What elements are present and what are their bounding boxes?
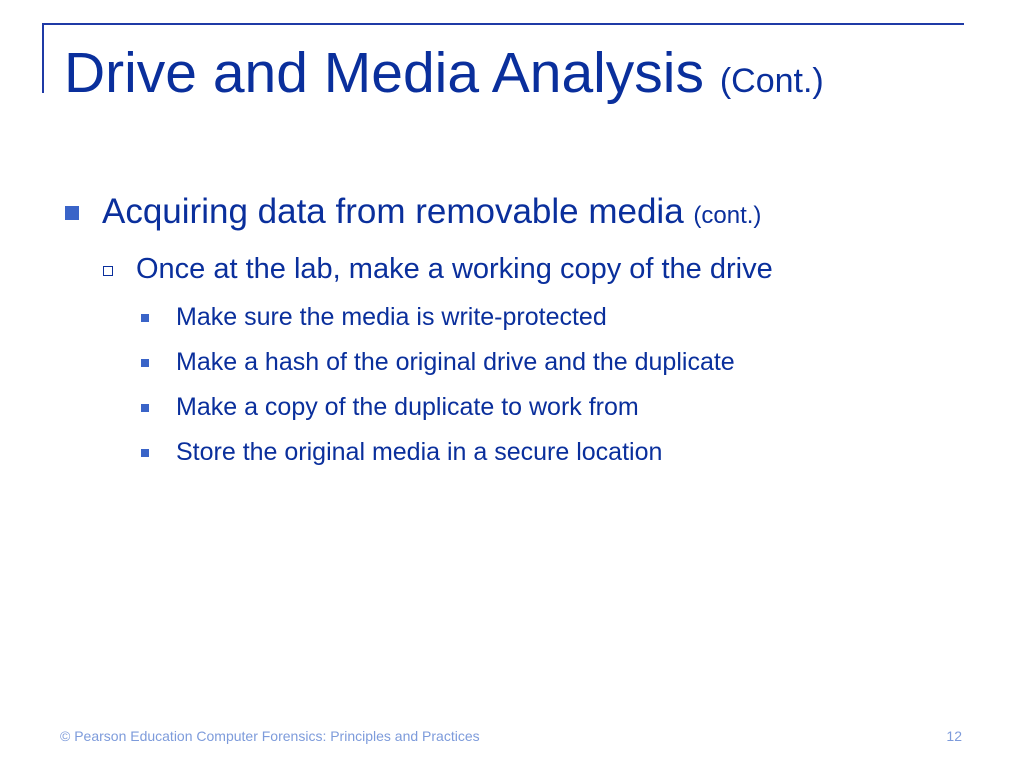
title-top-rule	[42, 23, 964, 25]
hollow-square-bullet-icon	[103, 266, 113, 276]
slide-title-main: Drive and Media Analysis	[64, 41, 720, 105]
square-bullet-icon	[141, 359, 149, 367]
bullet-level1-suffix: (cont.)	[693, 202, 762, 229]
bullet-level2-text: Once at the lab, make a working copy of the drive	[136, 253, 773, 285]
bullet-level1-text: Acquiring data from removable media	[102, 192, 694, 231]
square-bullet-icon	[141, 404, 149, 412]
square-bullet-icon	[141, 314, 149, 322]
square-bullet-icon	[65, 206, 79, 220]
bullet-level3-item	[138, 344, 735, 380]
slide-page-number: 12	[946, 728, 962, 744]
slide-title-suffix: (Cont.)	[719, 62, 824, 100]
bullet-level3-item	[138, 434, 662, 470]
footer-copyright: © Pearson Education Computer Forensics: Principles and Practices	[60, 728, 480, 744]
bullet-level3-text: Make a copy of the duplicate to work from	[176, 393, 639, 421]
bullet-level3-text: Make sure the media is write-protected	[176, 303, 607, 331]
bullet-level3-text: Make a hash of the original drive and the duplicate	[176, 348, 735, 376]
bullet-level3-text: Store the original media in a secure location	[176, 438, 663, 466]
bullet-level3-item	[138, 299, 607, 335]
title-left-rule	[42, 23, 44, 93]
bullet-level2-item	[100, 248, 773, 290]
square-bullet-icon	[141, 449, 149, 457]
slide-title	[64, 38, 824, 116]
bullet-level1-item	[62, 188, 761, 240]
bullet-level3-item	[138, 389, 639, 425]
